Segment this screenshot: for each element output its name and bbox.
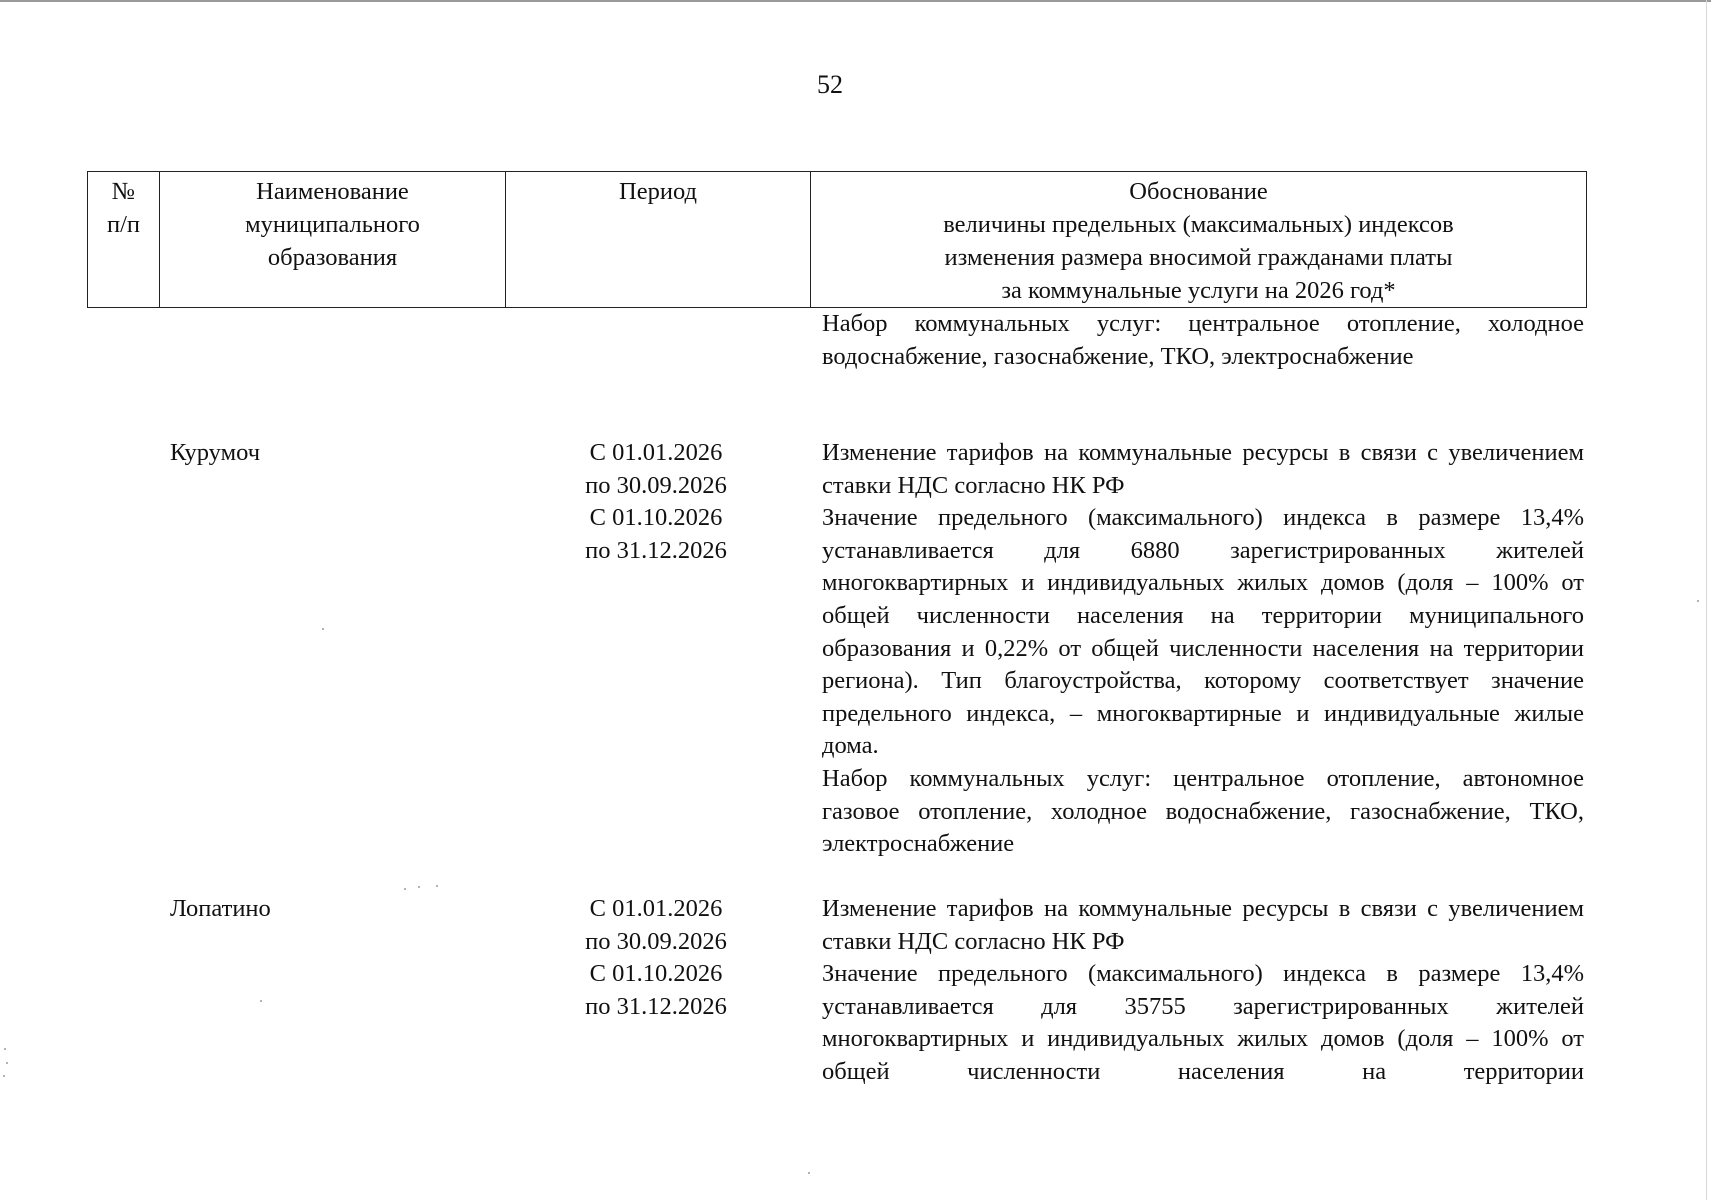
page-number: 52 (817, 70, 843, 99)
scan-top-edge (0, 0, 1711, 2)
scan-speck (436, 885, 438, 887)
scan-right-edge (1706, 0, 1707, 1200)
table-header (87, 171, 1587, 308)
header-name-column: Наименование муниципального образования (160, 172, 506, 308)
scan-speck (808, 1172, 810, 1174)
scan-speck (1697, 600, 1699, 602)
justification-paragraph: Изменение тарифов на коммунальные ресурсы в связи с увеличением ставки НДС согласно НК РФ (822, 439, 1584, 499)
scan-speck (322, 628, 324, 630)
scan-speck (3, 1075, 5, 1077)
period-cell: С 01.01.2026 по 30.09.2026 С 01.10.2026 по 31.12.2026 (585, 439, 727, 564)
scan-speck (260, 1000, 262, 1002)
justification-paragraph: Изменение тарифов на коммунальные ресурсы в связи с увеличением ставки НДС согласно НК РФ (822, 895, 1584, 955)
justification-paragraph: Значение предельного (максимального) индекса в размере 13,4% устанавливается для 6880 зарегистрированных жителей многоквартирных и индивидуальных жилых домов (доля – 100% от общей численности населения на территории муниципального образования и 0,22% от общей численности населения на территории региона). Тип благоустройства, которому соответствует значение предельного индекса, – многоквартирные и индивидуальные жилые дома. (822, 504, 1584, 760)
municipality-name: Лопатино (170, 895, 271, 922)
justification-paragraph: Набор коммунальных услуг: центральное отопление, автономное газовое отопление, холодное водоснабжение, газоснабжение, ТКО, электроснабжение (822, 764, 1584, 858)
header-number-column: № п/п (88, 172, 160, 308)
period-cell: С 01.01.2026 по 30.09.2026 С 01.10.2026 по 31.12.2026 (585, 895, 727, 1020)
continued-justification: Набор коммунальных услуг: центральное отопление, холодное водоснабжение, газоснабжение, ТКО, электроснабжение (822, 310, 1584, 370)
scan-speck (404, 888, 406, 890)
header-period-column: Период (506, 172, 811, 308)
header-justification-column: Обоснование величины предельных (максимальных) индексов изменения размера вносимой гражданами платы за коммунальные услуги на 2026 год* (811, 172, 1587, 308)
scan-speck (418, 886, 420, 888)
justification-cell (822, 437, 1584, 861)
justification-cell (822, 893, 1584, 1089)
scan-speck (6, 1062, 8, 1064)
justification-paragraph: Значение предельного (максимального) индекса в размере 13,4% устанавливается для 35755 зарегистрированных жителей многоквартирных и индивидуальных жилых домов (доля – 100% от общей численности населения на территории (822, 960, 1584, 1085)
scan-speck (4, 1048, 6, 1050)
municipality-name: Курумоч (170, 439, 261, 466)
